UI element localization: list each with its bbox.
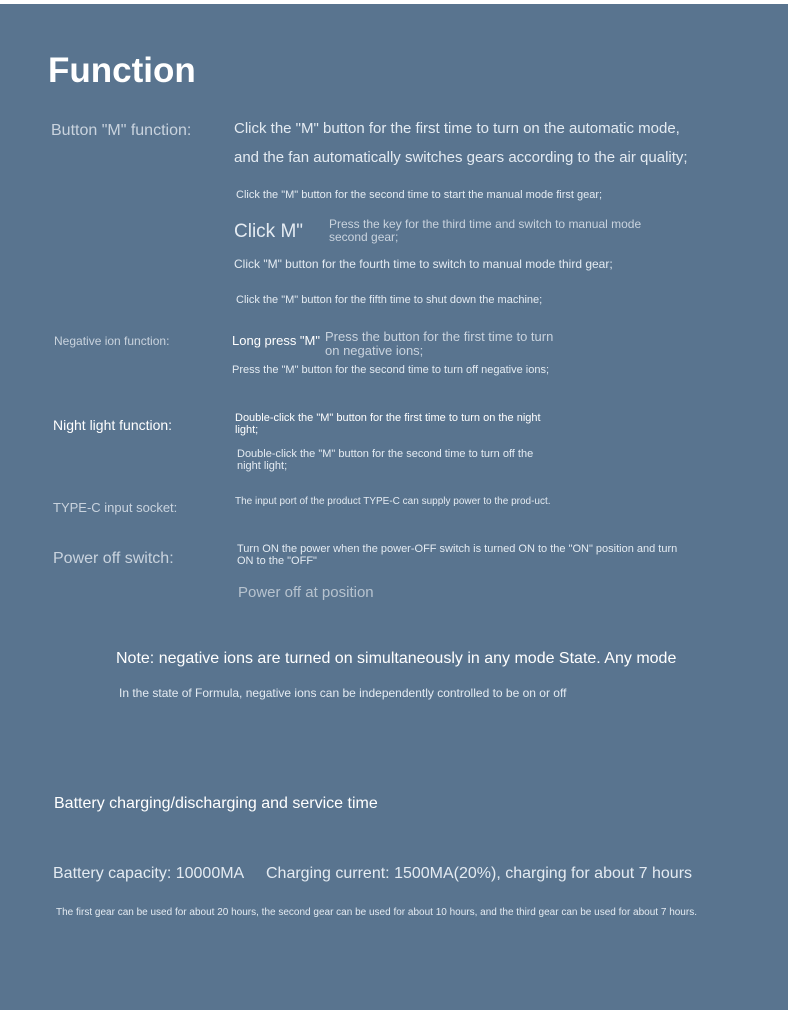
power-switch-line-1: Turn ON the power when the power-OFF switch is turned ON to the "ON" position and turn ON to the "OFF" [237, 543, 678, 567]
button-m-line-5: Click "M" button for the fourth time to switch to manual mode third gear; [234, 257, 613, 271]
typec-label: TYPE-C input socket: [53, 500, 178, 515]
negative-ion-line-2: Press the "M" button for the second time to turn off negative ions; [232, 364, 550, 376]
power-switch-label: Power off switch: [53, 550, 174, 567]
button-m-line-6: Click the "M" button for the fifth time to shut down the machine; [236, 294, 543, 306]
power-switch-line-2: Power off at position [238, 584, 374, 601]
note-line-2: In the state of Formula, negative ions can be independently controlled to be on or off [119, 686, 567, 700]
function-panel [0, 4, 788, 1010]
battery-usage: The first gear can be used for about 20 hours, the second gear can be used for about 10 hours, and the third gear can be used for about 7 hours. [56, 907, 697, 918]
negative-ion-label: Negative ion function: [54, 334, 170, 348]
button-m-line-1: Click the "M" button for the first time to turn on the automatic mode, [234, 120, 680, 137]
battery-heading: Battery charging/discharging and service time [54, 795, 378, 812]
charging-current: Charging current: 1500MA(20%), charging for about 7 hours [266, 865, 693, 882]
night-light-line-1: Double-click the "M" button for the first time to turn on the night light; [235, 412, 541, 436]
button-m-line-3: Click the "M" button for the second time to start the manual mode first gear; [236, 189, 603, 201]
page-title: Function [48, 51, 196, 90]
button-m-label: Button "M" function: [51, 122, 192, 139]
note-line-1: Note: negative ions are turned on simultaneously in any mode State. Any mode [116, 650, 677, 667]
button-m-line-4: Press the key for the third time and switch to manual mode second gear; [329, 217, 642, 244]
night-light-label: Night light function: [53, 417, 173, 433]
click-m-text: Click M" [234, 221, 304, 242]
battery-capacity: Battery capacity: 10000MA [53, 865, 245, 882]
typec-line-1: The input port of the product TYPE-C can supply power to the prod-uct. [235, 496, 551, 507]
long-press-text: Long press "M" [232, 333, 320, 348]
negative-ion-line-1: Press the button for the first time to turn on negative ions; [325, 329, 554, 358]
button-m-line-2: and the fan automatically switches gears according to the air quality; [234, 149, 688, 166]
night-light-line-2: Double-click the "M" button for the second time to turn off the night light; [237, 448, 534, 472]
